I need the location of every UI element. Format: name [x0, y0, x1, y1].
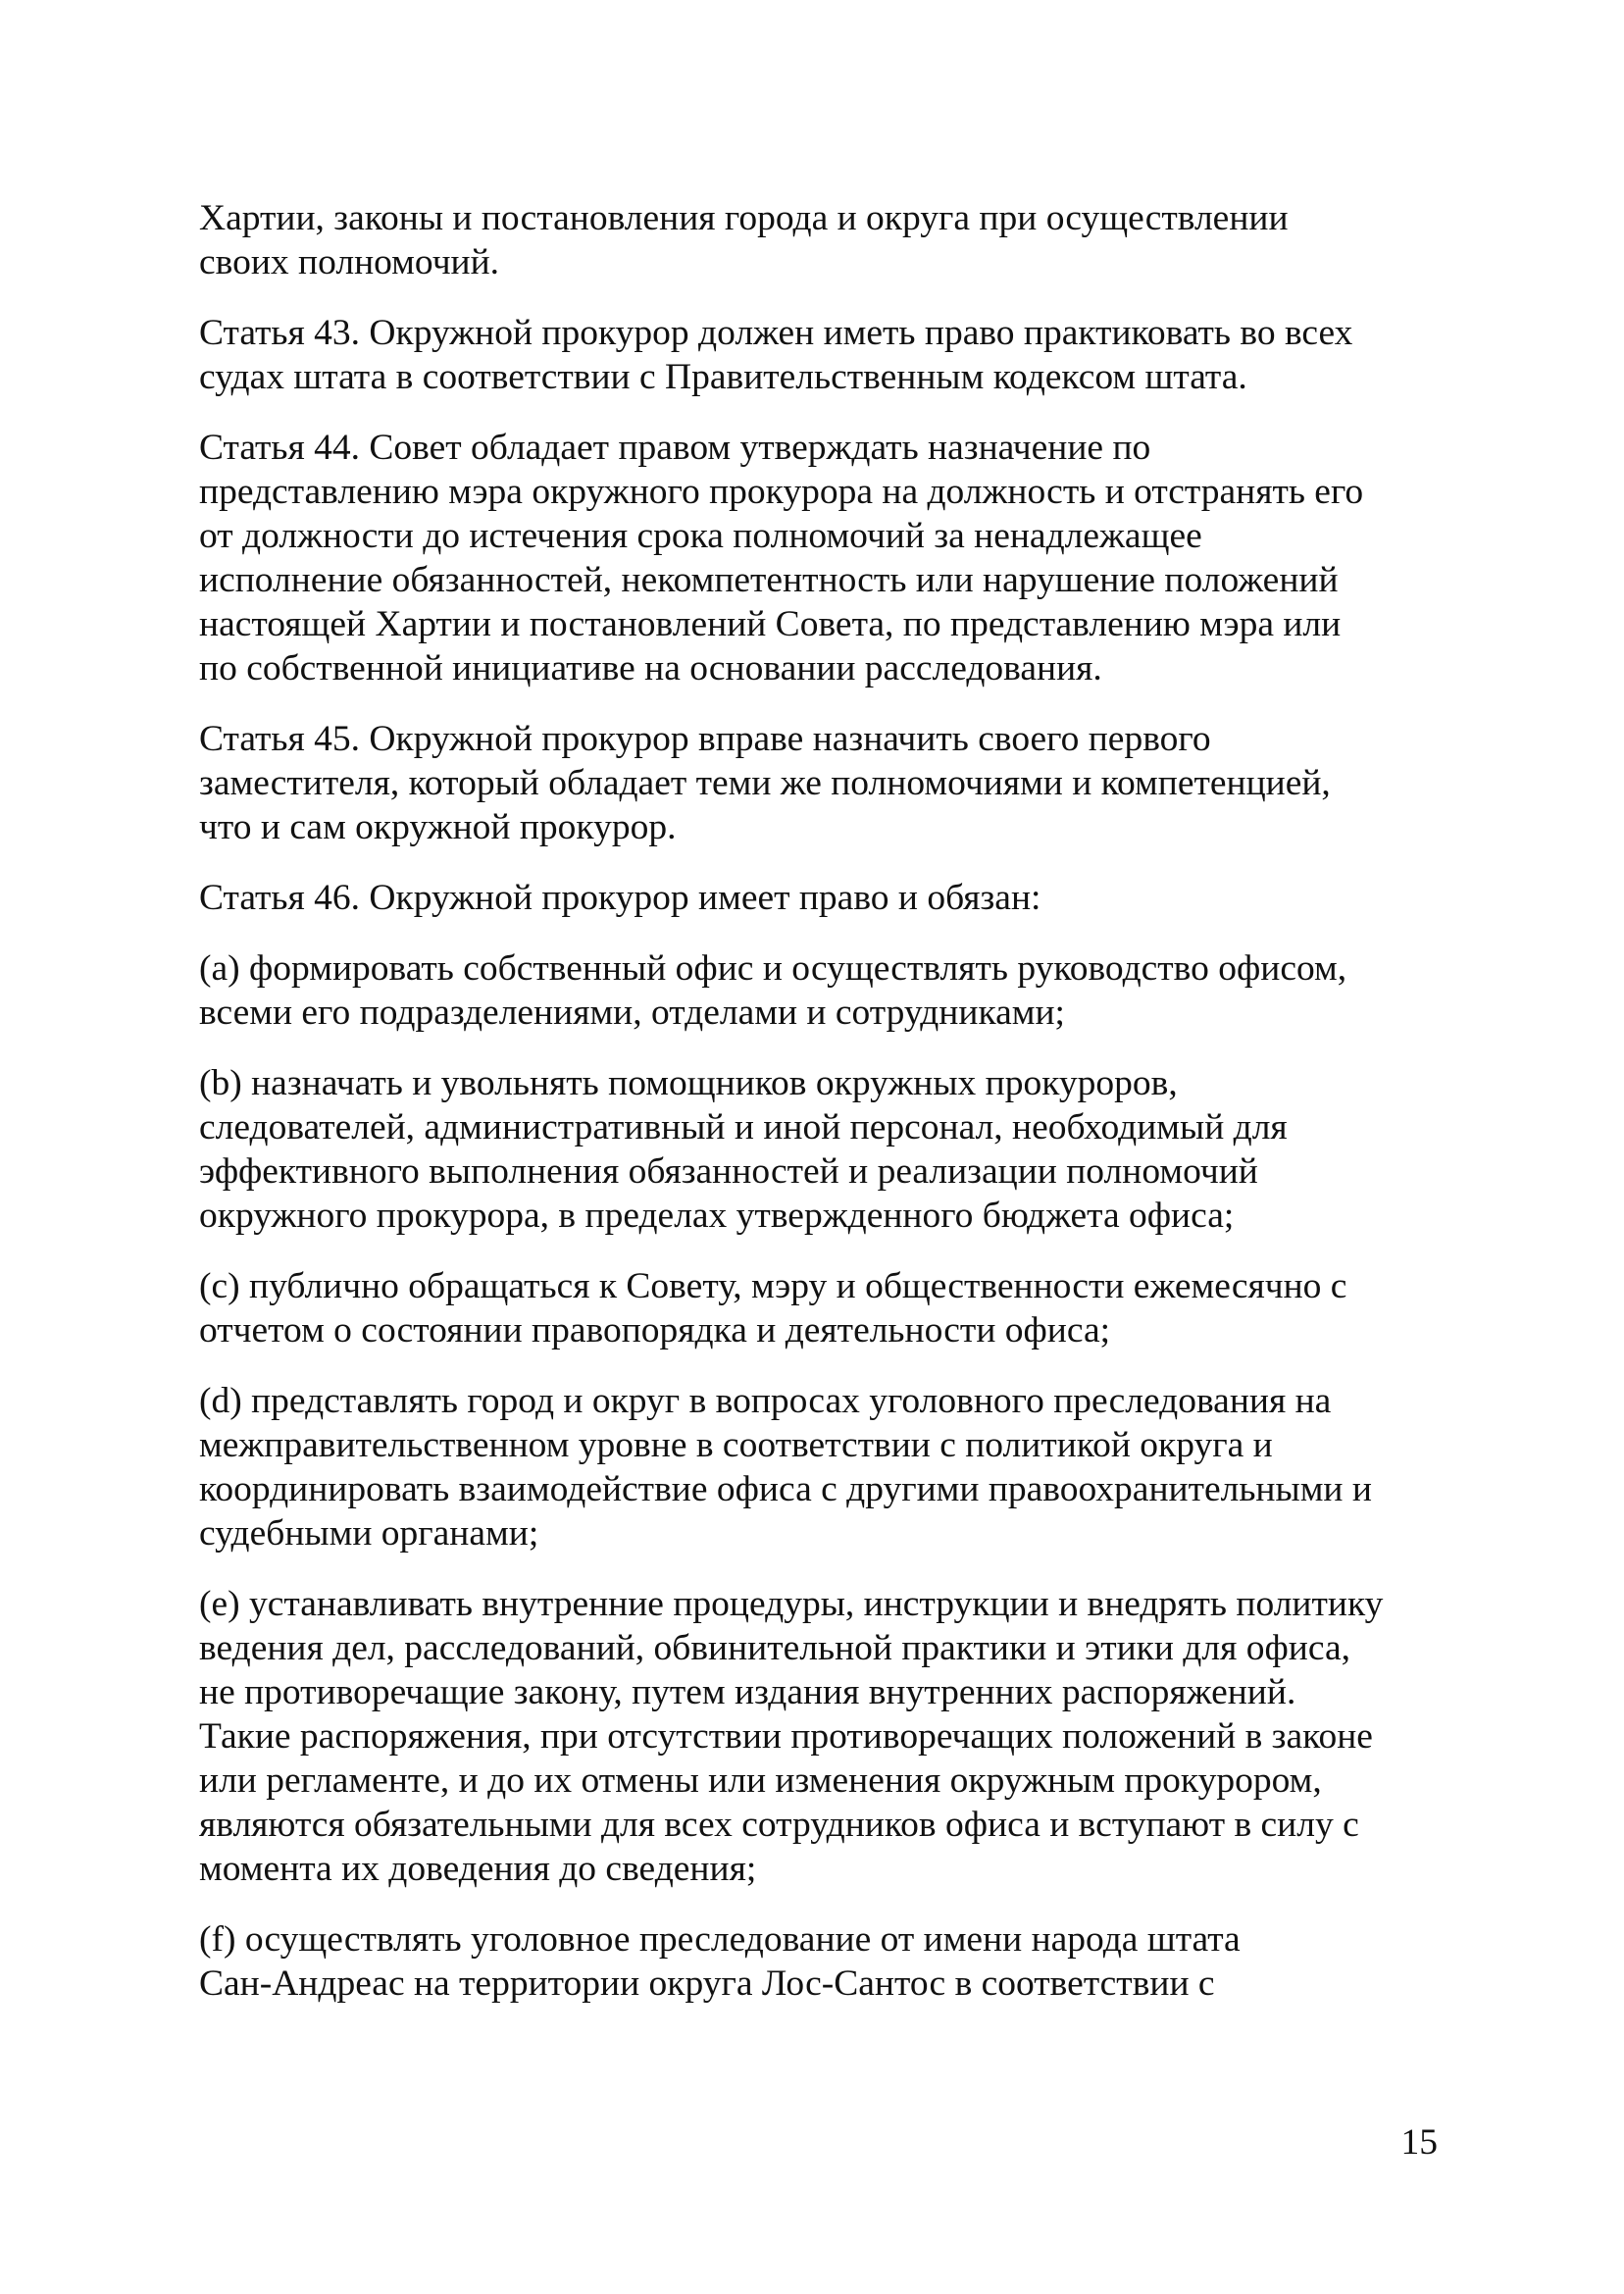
paragraph-article-43: Статья 43. Окружной прокурор должен иметь право практиковать во всех судах штата в соответствии с Правительственным кодексом штата. [199, 313, 1353, 397]
list-item-f: (f) осуществлять уголовное преследование от имени народа штата Сан-Андреас на территории округа Лос-Сантос в соответствии с [199, 1919, 1241, 2004]
list-item-b: (b) назначать и увольнять помощников окружных прокуроров, следователей, административный и иной персонал, необходимый для эффективного выполнения обязанностей и реализации полномочий окружного прокурора, в пределах утвержденного бюджета офиса; [199, 1063, 1288, 1236]
paragraph-continuation: Хартии, законы и постановления города и округа при осуществлении своих полномочий. [199, 198, 1289, 282]
list-item-a: (a) формировать собственный офис и осуществлять руководство офисом, всеми его подразделениями, отделами и сотрудниками; [199, 948, 1347, 1033]
page-number: 15 [1400, 2122, 1438, 2163]
document-body [199, 196, 1464, 2032]
list-item-e: (e) устанавливать внутренние процедуры, инструкции и внедрять политику ведения дел, расследований, обвинительной практики и этики для офиса, не противоречащие закону, путем издания внутренних распоряжений. Такие распоряжения, при отсутствии противоречащих положений в законе или регламенте, и до их отмены или изменения окружным прокурором, являются обязательными для всех сотрудников офиса и вступают в силу с момента их доведения до сведения; [199, 1584, 1384, 1889]
paragraph-article-44: Статья 44. Совет обладает правом утверждать назначение по представлению мэра окружного прокурора на должность и отстранять его от должности до истечения срока полномочий за ненадлежащее исполнение обязанностей, некомпетентность или нарушение положений настоящей Хартии и постановлений Совета, по представлению мэра или по собственной инициативе на основании расследования. [199, 428, 1364, 688]
list-item-c: (c) публично обращаться к Совету, мэру и общественности ежемесячно с отчетом о состоянии правопорядка и деятельности офиса; [199, 1266, 1347, 1351]
list-item-d: (d) представлять город и округ в вопросах уголовного преследования на межправительственном уровне в соответствии с политикой округа и координировать взаимодействие офиса с другими правоохранительными и судебными органами; [199, 1381, 1372, 1554]
paragraph-article-46: Статья 46. Окружной прокурор имеет право и обязан: [199, 878, 1041, 918]
paragraph-article-45: Статья 45. Окружной прокурор вправе назначить своего первого заместителя, который обладает теми же полномочиями и компетенцией, что и сам окружной прокурор. [199, 719, 1331, 847]
